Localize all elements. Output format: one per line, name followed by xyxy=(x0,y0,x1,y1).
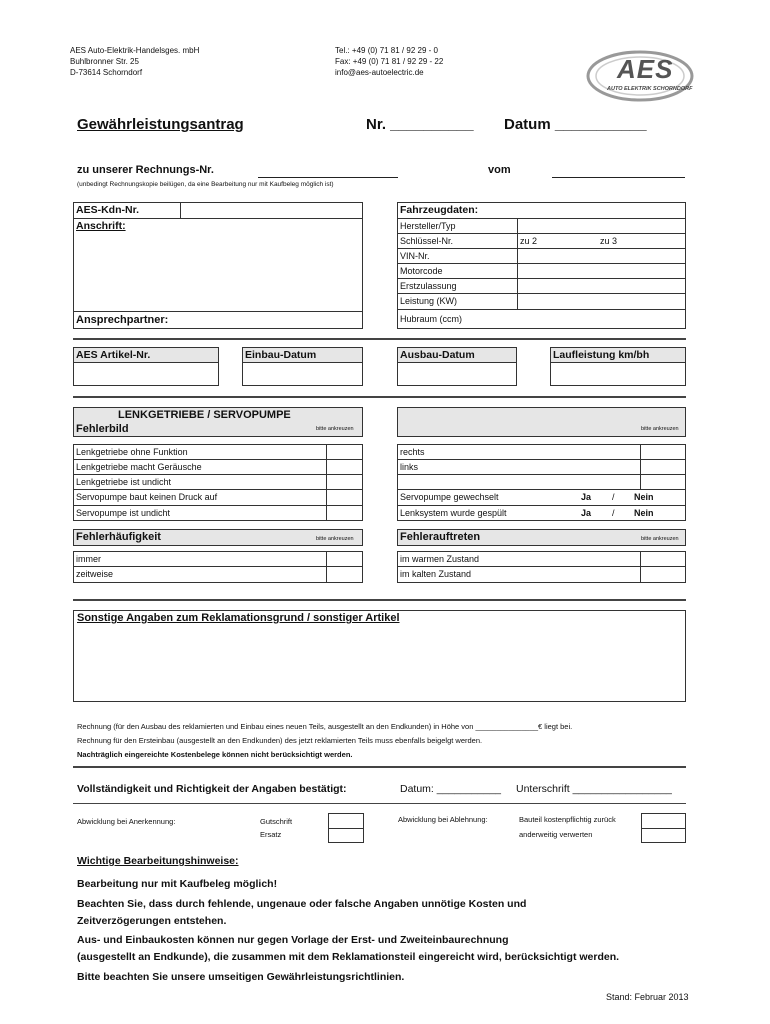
ausbau-field[interactable] xyxy=(397,362,517,386)
fehlerauftreten-row: im kalten Zustand xyxy=(400,569,472,579)
note-line: Rechnung (für den Ausbau des reklamierten und Einbau eines neuen Teils, ausgestellt an den Endkunden) in Höhe von _______________€ liegt bei. xyxy=(77,722,573,731)
invoice-date-line[interactable] xyxy=(552,177,685,178)
company-tel: Tel.: +49 (0) 71 81 / 92 29 - 0 xyxy=(335,46,438,55)
ersatz-label: Ersatz xyxy=(260,830,282,839)
vehicle-row-hersteller: Hersteller/Typ xyxy=(400,221,456,231)
vehicle-row-vin: VIN-Nr. xyxy=(400,251,430,261)
hinweis-2-line1: Beachten Sie, dass durch fehlende, ungenaue oder falsche Angaben unnötige Kosten und xyxy=(77,898,527,910)
section-divider xyxy=(73,338,686,340)
lenk-row: Lenkgetriebe macht Geräusche xyxy=(76,462,202,472)
hinweis-2-line2: Zeitverzögerungen entstehen. xyxy=(77,915,227,927)
artikel-field[interactable] xyxy=(73,362,219,386)
sonstige-title: Sonstige Angaben zum Reklamationsgrund / sonstiger Artikel xyxy=(77,612,400,624)
vehicle-row-leistung: Leistung (KW) xyxy=(400,296,458,306)
ja-nein-separator: / xyxy=(612,508,615,518)
gutschrift-checkbox[interactable] xyxy=(329,814,363,827)
lenk-checkbox[interactable] xyxy=(327,506,362,520)
form-title: Gewährleistungsantrag xyxy=(77,116,244,133)
ja-option[interactable]: Ja xyxy=(581,492,592,502)
ersatz-checkbox[interactable] xyxy=(329,829,363,842)
lenk-checkbox[interactable] xyxy=(327,490,362,504)
lenk-checkbox[interactable] xyxy=(327,475,362,489)
ja-nein-separator: / xyxy=(612,492,615,502)
vehicle-row-motorcode: Motorcode xyxy=(400,266,443,276)
invoice-number-line[interactable] xyxy=(258,177,398,178)
gutschrift-label: Gutschrift xyxy=(260,817,293,826)
links-checkbox[interactable] xyxy=(641,460,685,474)
lenk-right-row: rechts xyxy=(400,447,425,457)
vehicle-row-hubraum: Hubraum (ccm) xyxy=(400,314,463,324)
anschrift-label: Anschrift: xyxy=(76,220,126,232)
nein-option[interactable]: Nein xyxy=(634,492,654,502)
anschrift-field[interactable] xyxy=(74,233,362,310)
anerkennung-label: Abwicklung bei Anerkennung: xyxy=(77,817,176,826)
hinweis-1: Bearbeitung nur mit Kaufbeleg möglich! xyxy=(77,878,278,890)
warm-checkbox[interactable] xyxy=(641,552,685,566)
confirm-datum[interactable]: Datum: ___________ xyxy=(400,783,501,795)
haeufigkeit-row: zeitweise xyxy=(76,569,114,579)
bitte-ankreuzen-right: bitte ankreuzen xyxy=(641,426,679,432)
note-line: Nachträglich eingereichte Kostenbelege können nicht berücksichtigt werden. xyxy=(77,750,353,759)
title-datum: Datum ___________ xyxy=(504,116,647,133)
bitte-ankreuzen: bitte ankreuzen xyxy=(641,536,679,542)
immer-checkbox[interactable] xyxy=(327,552,362,566)
einbau-label: Einbau-Datum xyxy=(245,349,317,361)
vehicle-zu3: zu 3 xyxy=(600,236,618,246)
invoice-label: zu unserer Rechnungs-Nr. xyxy=(77,164,214,176)
nein-option[interactable]: Nein xyxy=(634,508,654,518)
company-street: Buhlbronner Str. 25 xyxy=(70,57,139,66)
hinweis-4: Bitte beachten Sie unsere umseitigen Gewährleistungsrichtlinien. xyxy=(77,971,405,983)
ja-option[interactable]: Ja xyxy=(581,508,592,518)
footer-stand: Stand: Februar 2013 xyxy=(606,992,689,1002)
hinweis-3-line1: Aus- und Einbaukosten können nur gegen Vorlage der Erst- und Zweiteinbaurechnung xyxy=(77,934,509,946)
lenk-checkbox[interactable] xyxy=(327,445,362,459)
title-nr: Nr. __________ xyxy=(366,116,474,133)
haeufigkeit-table xyxy=(73,551,363,583)
company-city: D-73614 Schorndorf xyxy=(70,68,143,77)
laufleistung-field[interactable] xyxy=(550,362,686,386)
vehicle-zu2: zu 2 xyxy=(520,236,538,246)
company-logo xyxy=(585,40,695,106)
kdn-field[interactable] xyxy=(181,203,361,217)
vehicle-row-erstzulassung: Erstzulassung xyxy=(400,281,457,291)
ablehnung-option1: Bauteil kostenpflichtig zurück xyxy=(519,815,616,824)
invoice-note: (unbedingt Rechnungskopie beilügen, da eine Bearbeitung nur mit Kaufbeleg möglich ist) xyxy=(77,181,334,188)
hinweis-3-line2: (ausgestellt an Endkunde), die zusammen mit dem Reklamationsteil eingereicht wird, berücksichtigt werden. xyxy=(77,951,620,963)
fehlerbild-label: Fehlerbild xyxy=(76,423,129,435)
zurueck-checkbox[interactable] xyxy=(642,814,685,827)
lenk-right-row: Lenksystem wurde gespült xyxy=(400,508,507,518)
section-divider xyxy=(73,766,686,768)
note-line: Rechnung für den Ersteinbau (ausgestellt an den Endkunden) des jetzt reklamierten Teils muss ebenfalls beigelgt werden. xyxy=(77,736,483,745)
laufleistung-label: Laufleistung km/bh xyxy=(553,349,650,361)
company-fax: Fax: +49 (0) 71 81 / 92 29 - 22 xyxy=(335,57,444,66)
einbau-field[interactable] xyxy=(242,362,363,386)
rechts-checkbox[interactable] xyxy=(641,445,685,459)
logo-subtitle: AUTO ELEKTRIK SCHORNDORF xyxy=(607,86,693,92)
ablehnung-label: Abwicklung bei Ablehnung: xyxy=(398,815,488,824)
confirm-unterschrift[interactable]: Unterschrift _________________ xyxy=(516,783,672,795)
lenk-row: Lenkgetriebe ist undicht xyxy=(76,477,172,487)
kalt-checkbox[interactable] xyxy=(641,567,685,582)
lenk-checkbox[interactable] xyxy=(327,460,362,474)
lenk-row: Servopumpe baut keinen Druck auf xyxy=(76,492,218,502)
hinweise-title: Wichtige Bearbeitungshinweise: xyxy=(77,855,239,867)
hinweis-3 xyxy=(77,932,619,966)
fehlerauftreten-row: im warmen Zustand xyxy=(400,554,480,564)
kdn-label: AES-Kdn-Nr. xyxy=(76,204,139,216)
vehicle-row-schluessel: Schlüssel-Nr. xyxy=(400,236,454,246)
company-address xyxy=(70,45,199,78)
section-divider xyxy=(73,803,686,804)
haeufigkeit-row: immer xyxy=(76,554,101,564)
ausbau-label: Ausbau-Datum xyxy=(400,349,475,361)
ablehnung-option2: anderweitig verwerten xyxy=(519,830,593,839)
lenk-row: Servopumpe ist undicht xyxy=(76,508,171,518)
lenk-right-row: Servopumpe gewechselt xyxy=(400,492,499,502)
company-contact xyxy=(335,45,443,78)
lenk-title: LENKGETRIEBE / SERVOPUMPE xyxy=(118,409,291,421)
artikel-label: AES Artikel-Nr. xyxy=(76,349,151,361)
vehicle-header: Fahrzeugdaten: xyxy=(400,204,479,216)
bitte-ankreuzen-left: bitte ankreuzen xyxy=(316,426,354,432)
lenk-right-row: links xyxy=(400,462,419,472)
ansprechpartner-label: Ansprechpartner: xyxy=(76,314,169,326)
company-email[interactable]: info@aes-autoelectric.de xyxy=(335,68,424,77)
hinweis-2 xyxy=(77,896,526,930)
notes xyxy=(77,720,572,762)
fehlerauftreten-title: Fehlerauftreten xyxy=(400,531,481,543)
zeitweise-checkbox[interactable] xyxy=(327,567,362,582)
lenk-row: Lenkgetriebe ohne Funktion xyxy=(76,447,188,457)
verwerten-checkbox[interactable] xyxy=(642,829,685,842)
logo-text: AES xyxy=(617,54,674,84)
company-name: AES Auto-Elektrik-Handelsges. mbH xyxy=(70,46,200,55)
section-divider xyxy=(73,396,686,398)
invoice-vom-label: vom xyxy=(488,164,511,176)
bitte-ankreuzen: bitte ankreuzen xyxy=(316,536,354,542)
section-divider xyxy=(73,599,686,601)
confirm-label: Vollständigkeit und Richtigkeit der Angaben bestätigt: xyxy=(77,783,347,795)
haeufigkeit-title: Fehlerhäufigkeit xyxy=(76,531,161,543)
